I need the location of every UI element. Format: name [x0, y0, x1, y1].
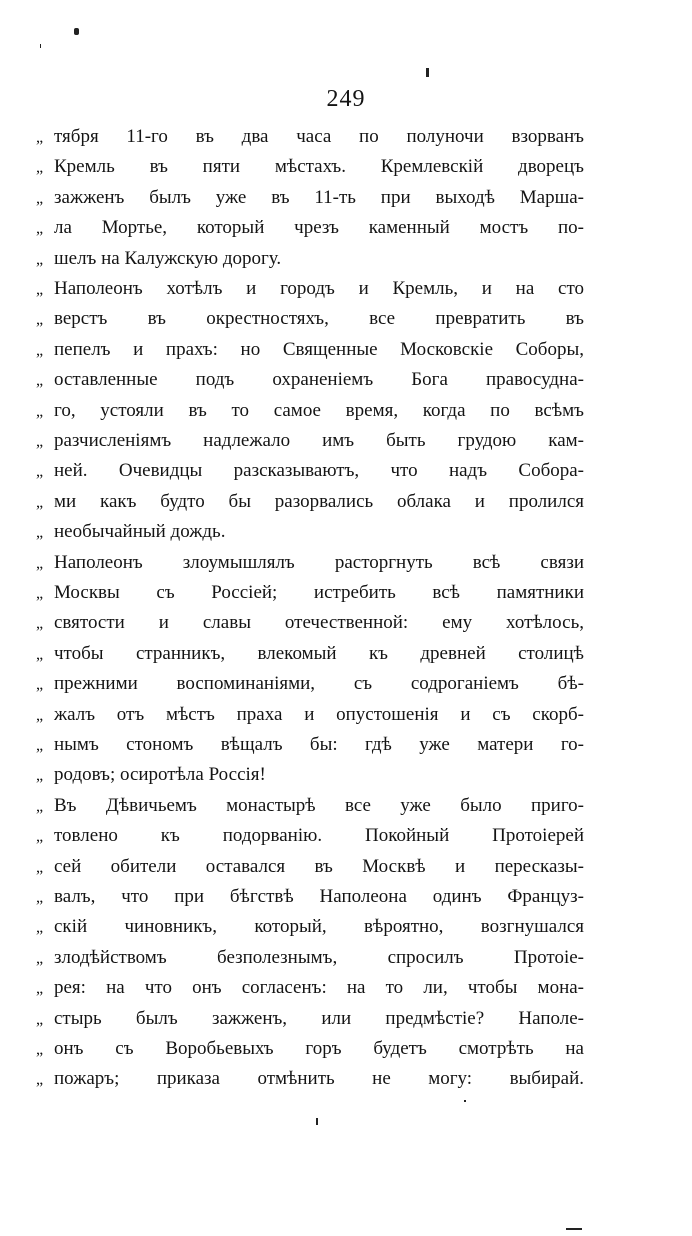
- quote-mark: „: [36, 433, 42, 450]
- ink-speck: [464, 1100, 466, 1102]
- text-line: [36, 150, 584, 184]
- text-line: [36, 515, 584, 549]
- line-text: злодѣйствомъ безполезнымъ, спросилъ Протоіе-: [54, 946, 584, 968]
- line-text: разчисленіямъ надлежало имъ быть грудою кам-: [54, 430, 584, 451]
- text-line: [36, 667, 584, 701]
- quote-mark: „: [36, 129, 42, 146]
- text-line: [36, 181, 584, 215]
- ink-speck: [74, 28, 79, 35]
- quote-mark: „: [36, 493, 42, 511]
- text-line: [36, 120, 584, 154]
- quote-mark: „: [36, 919, 42, 937]
- quote-mark: „: [36, 189, 42, 207]
- line-text: стырь былъ зажженъ, или предмѣстіе? Наполе-: [54, 1007, 584, 1029]
- quote-mark: „: [36, 858, 42, 876]
- text-line: [36, 789, 584, 823]
- quote-mark: „: [36, 585, 42, 602]
- ink-speck: [40, 44, 41, 48]
- text-line: [36, 272, 584, 306]
- line-text: пожаръ; приказа отмѣнить не могу: выбирай.: [54, 1068, 584, 1090]
- line-text: валъ, что при бѣгствѣ Наполеона одинъ Француз-: [54, 886, 584, 907]
- quote-mark: „: [36, 828, 42, 846]
- quote-mark: „: [36, 554, 42, 572]
- text-line: [36, 880, 584, 914]
- line-text: оставленные подъ охраненіемъ Бога правосудна-: [54, 369, 584, 391]
- line-text: верстъ въ окрестностяхъ, все превратить въ: [54, 308, 584, 330]
- text-line: [36, 1002, 584, 1036]
- line-text: товлено къ подорванію. Покойный Протоіерей: [54, 825, 584, 847]
- quote-mark: „: [36, 220, 42, 238]
- text-line: [36, 576, 584, 610]
- text-line: [36, 1062, 584, 1096]
- quote-mark: „: [36, 402, 42, 420]
- ink-speck: [566, 1228, 582, 1230]
- quote-mark: „: [36, 1010, 42, 1028]
- text-line: [36, 728, 584, 762]
- text-line: [36, 698, 584, 732]
- line-text: Наполеонъ хотѣлъ и городъ и Кремль, и на сто: [54, 278, 584, 299]
- text-line: [36, 211, 584, 245]
- quote-mark: „: [36, 767, 42, 785]
- line-text: необычайный дождь.: [54, 521, 226, 543]
- line-text: святости и славы отечественной: ему хотѣлось,: [54, 612, 584, 634]
- text-line: [36, 637, 584, 671]
- line-text: онъ съ Воробьевыхъ горъ будетъ смотрѣть на: [54, 1038, 584, 1059]
- text-line: [36, 302, 584, 336]
- line-text: шелъ на Калужскую дорогу.: [54, 247, 282, 269]
- text-line: [36, 758, 584, 792]
- quote-mark: „: [36, 1041, 42, 1058]
- quote-mark: „: [36, 645, 42, 663]
- quote-mark: „: [36, 615, 42, 633]
- text-line: [36, 242, 584, 276]
- quote-mark: „: [36, 463, 42, 481]
- text-line: [36, 971, 584, 1005]
- text-line: [36, 819, 584, 853]
- text-line: [36, 941, 584, 975]
- text-line: [36, 910, 584, 944]
- line-text: Наполеонъ злоумышлялъ расторгнуть всѣ связи: [54, 551, 584, 573]
- quote-mark: „: [36, 889, 42, 906]
- line-text: тября 11-го въ два часа по полуночи взорванъ: [54, 126, 584, 147]
- quote-mark: „: [36, 281, 42, 298]
- text-line: [36, 1032, 584, 1066]
- line-text: родовъ; осиротѣла Россія!: [54, 764, 266, 786]
- text-line: [36, 394, 584, 428]
- quote-mark: „: [36, 524, 42, 542]
- line-text: го, устояли въ то самое время, когда по всѣмъ: [54, 399, 584, 421]
- quote-mark: „: [36, 797, 42, 815]
- quote-mark: „: [36, 737, 42, 754]
- line-text: ла Мортье, который чрезъ каменный мостъ по-: [54, 217, 584, 239]
- text-line: [36, 363, 584, 397]
- quote-mark: „: [36, 341, 42, 359]
- text-line: [36, 546, 584, 580]
- quote-mark: „: [36, 311, 42, 329]
- line-text: ней. Очевидцы разсказываютъ, что надъ Собора-: [54, 460, 584, 482]
- line-text: зажженъ былъ уже въ 11-ть при выходѣ Марша-: [54, 186, 584, 208]
- page-number: 249: [326, 86, 366, 112]
- quote-mark: „: [36, 1071, 42, 1089]
- quote-mark: „: [36, 706, 42, 724]
- line-text: пепелъ и прахъ: но Священные Московскіе Соборы,: [54, 338, 584, 360]
- line-text: скій чиновникъ, который, вѣроятно, возгнушался: [54, 916, 584, 938]
- quote-mark: „: [36, 159, 42, 177]
- quote-mark: „: [36, 980, 42, 998]
- text-line: [36, 454, 584, 488]
- quote-mark: „: [36, 676, 42, 694]
- text-line: [36, 485, 584, 519]
- text-line: [36, 606, 584, 640]
- text-line: [36, 333, 584, 367]
- quote-mark: „: [36, 949, 42, 967]
- line-text: жалъ отъ мѣстъ праха и опустошенія и съ скорб-: [54, 703, 584, 725]
- line-text: Кремль въ пяти мѣстахъ. Кремлевскій дворецъ: [54, 156, 584, 178]
- line-text: чтобы странникъ, влекомый къ древней столицѣ: [54, 642, 584, 664]
- line-text: Москвы съ Россіей; истребить всѣ памятники: [54, 582, 584, 603]
- line-text: сей обители оставался въ Москвѣ и пересказы-: [54, 855, 584, 877]
- line-text: ми какъ будто бы разорвались облака и пролился: [54, 490, 584, 512]
- line-text: рея: на что онъ согласенъ: на то ли, чтобы мона-: [54, 977, 584, 999]
- line-text: прежними воспоминаніями, съ содроганіемъ бѣ-: [54, 673, 584, 695]
- ink-speck: [426, 68, 429, 77]
- text-line: [36, 424, 584, 458]
- ink-speck: [316, 1118, 318, 1125]
- quote-mark: „: [36, 372, 42, 390]
- line-text: Въ Дѣвичьемъ монастырѣ все уже было приго-: [54, 794, 584, 816]
- text-line: [36, 850, 584, 884]
- line-text: нымъ стономъ вѣщалъ бы: гдѣ уже матери го-: [54, 734, 584, 755]
- quote-mark: „: [36, 250, 42, 268]
